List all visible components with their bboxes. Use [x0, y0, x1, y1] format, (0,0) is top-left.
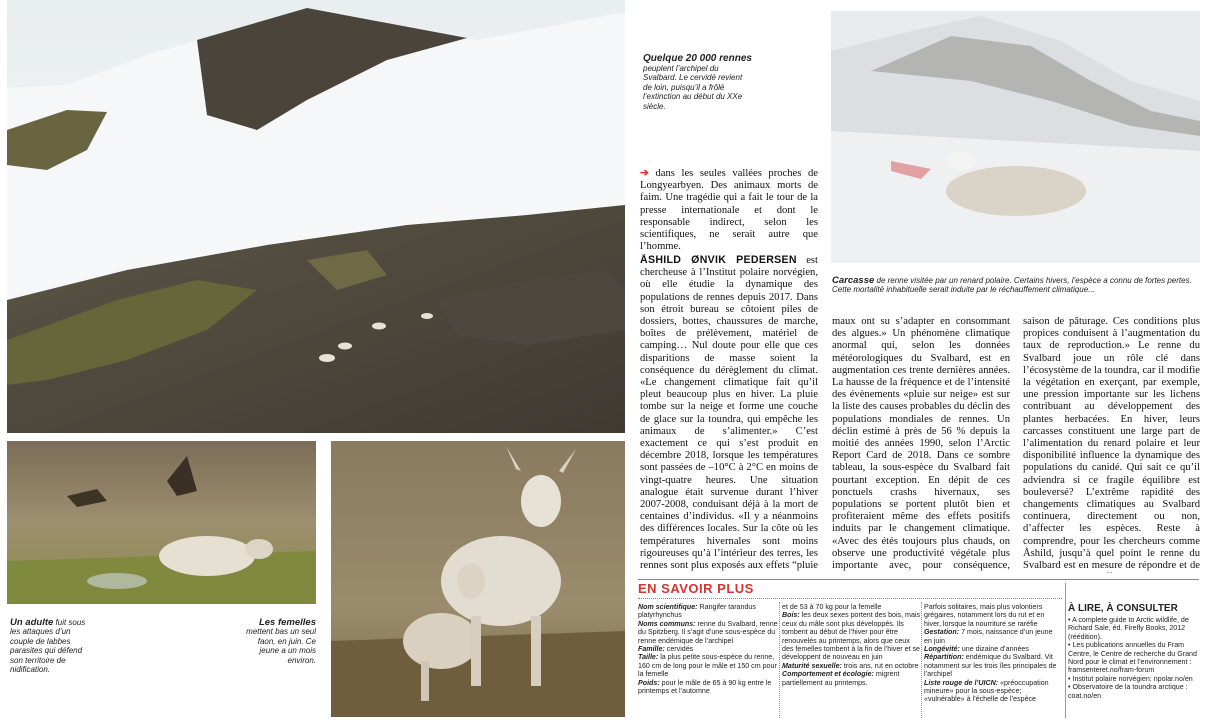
fact-item: Gestation: 7 mois, naissance d’un jeune en juin: [924, 628, 1053, 645]
read-item: • A complete guide to Arctic wildlife, de Richard Sale, éd. Firefly Books, 2012 (réédition).: [1068, 616, 1189, 641]
caption-main: [643, 53, 753, 111]
fact-item: Maturité sexuelle: trois ans, rut en octobre: [782, 661, 919, 670]
read-box: [1068, 603, 1199, 700]
fact-item: Poids: pour le mâle de 65 à 90 kg entre le printemps et l’automne: [638, 678, 772, 696]
caption-main-title: Quelque 20 000 rennes: [643, 53, 752, 64]
fact-item: et de 53 à 70 kg pour la femelle: [782, 603, 882, 611]
caption-adult-title: Un adulte: [10, 617, 54, 628]
caption-females-text: mettent bas un seul faon, en juin. Ce jeune a un mois environ.: [246, 627, 316, 665]
fact-item: Taille: la plus petite sous-espèce du renne, 160 cm de long pour le mâle et 150 cm pour la femelle: [638, 653, 777, 679]
caption-adult: [10, 618, 90, 674]
fact-item: Noms communs: renne du Svalbard, renne du Spitzberg. Il s’agit d’une sous-espèce du renne endémique de l’archipel: [638, 619, 778, 645]
box-title: EN SAVOIR PLUS: [638, 581, 754, 596]
caption-females-title: Les femelles: [258, 617, 316, 628]
photo-snowy-slope: [7, 0, 625, 433]
arrow-icon: ➔: [640, 168, 649, 179]
fact-item: Famille: cervidés: [638, 645, 694, 654]
box-rule: [638, 579, 1199, 580]
box-col-3: [924, 603, 1062, 704]
fact-item: Parfois solitaires, mais plus volontiers grégaires, notamment lors du rut et en hiver, lorsque la nourriture se raréfie: [924, 603, 1045, 628]
read-title: À LIRE, À CONSULTER: [1068, 603, 1178, 614]
box-col-1: [638, 603, 778, 695]
caption-carcass-text: de renne visitée par un renard polaire. Certains hivers, l’espèce a connu de fortes pertes. Cette mortalité inhabituelle serait induite par le réchauffement climatique...: [832, 276, 1192, 295]
article-intro: [640, 168, 818, 253]
article-intro-text: dans les seules vallées proches de Longyearbyen. Des animaux morts de faim. Une tragédie qui a fait le tour de la presse internationale et dont le responsable indirect, selon les scientifiques, ne serait autre que l’homme.: [640, 168, 818, 253]
read-item: • Institut polaire norvégien: npolar.no/en: [1068, 674, 1193, 683]
article-lead-name: ÅSHILD ØNVIK PEDERSEN: [640, 254, 797, 266]
box-col-2: [782, 603, 920, 687]
article-col-2: [832, 316, 1010, 573]
caption-carcass-title: Carcasse: [832, 275, 875, 286]
photo-female-calf: [331, 441, 625, 717]
read-item: • Observatoire de la toundra arctique : coat.no/en: [1068, 683, 1188, 700]
box-rule-dotted: [638, 598, 1062, 599]
box-divider-2: [921, 602, 922, 718]
article-col-2-text: maux ont su s’adapter en consommant des algues.» Un phénomène climatique anormal qui, selon les données météorologiques du Svalbard, est en augmentation ces trente dernières années. La hausse de la fréquence et de l’intensité des évènements «pluie sur neige» est sur la liste des causes probables du déclin des populations mondiales de rennes. Un déclin estimé à près de 56 % depuis la moitié des années 1990, selon l’Arctic Report Card de 2018. Dans ce sombre tableau, la sous-espèce du Svalbard fait pourtant exception. En dépit de ces ponctuels crashs hivernaux, ses populations se portent plutôt bien et profiteraient même des effets positifs induits par le changement climatique. «Avec des étés toujours plus chauds, on observe une productivité végétale plus importante avec, pour conséquence,: [832, 316, 1010, 572]
article-col-3: [1023, 316, 1200, 573]
article-col-1: [640, 254, 818, 572]
fact-item: Liste rouge de l’UICN: «préoccupation mineure» pour la sous-espèce; «vulnérable» à l’échelle de l’espèce: [924, 678, 1049, 704]
article-col-3-text: saison de pâturage. Ces conditions plus propices conduisent à l’augmentation du taux de reproduction.» Le renne du Svalbard joue un rôle clé dans l’écosystème de la toundra, car il modifie la végétation en exerçant, par exemple, une pression importante sur les lichens contribuant au développement des plantes herbacées. En hiver, leurs carcasses constituent une large part de l’alimentation du renard polaire et leur disponibilité influence la dynamique des populations du canidé. Qui sait ce qu’il adviendra si ce fragile équilibre est bouleversé? L’extrême rapidité des changements climatiques au Svalbard continuera, directement ou non, d’affecter les espèces. Reste à comprendre, pour les chercheurs comme Åshild, jusqu’à quel point le renne du Svalbard est en mesure de répondre et de: [1023, 316, 1200, 572]
read-item: • Les publications annuelles du Fram Centre, le Centre de recherche du Grand Nord pour le climat et l’environnement : framsenteret.no/fram-forum: [1068, 641, 1197, 675]
photo-adult-skuas: [7, 441, 316, 604]
box-divider-3: [1065, 583, 1066, 718]
fact-item: Comportement et écologie: migrent partiellement au printemps.: [782, 670, 900, 687]
caption-females: [240, 618, 316, 665]
fact-item: Répartition: endémique du Svalbard. Vit notamment sur les trois îles principales de l’archipel: [924, 653, 1057, 679]
caption-adult-text: fuit sous les attaques d’un couple de labbes parasites qui défend son territoire de nidification.: [10, 618, 86, 675]
fact-item: Longévité: une dizaine d’années: [924, 645, 1029, 654]
photo-carcass: [831, 11, 1200, 263]
caption-main-text: peuplent l’archipel du Svalbard. Le cervidé revient de loin, puisqu’il a frôlé l’extinction au début du XXe siècle.: [643, 64, 743, 111]
fact-item: Nom scientifique: Rangifer tarandus platyrhynchus: [638, 603, 756, 620]
box-divider-1: [779, 602, 780, 718]
caption-carcass: [832, 276, 1200, 295]
fact-item: Bois: les deux sexes portent des bois, mais ceux du mâle sont plus développés. Ils tombent au début de l’hiver pour être renouvelés au printemps, alors que ceux des femelles tombent à la fin de l’hiver et se développent de nouveau en juin: [782, 611, 921, 662]
article-col-1-text: est chercheuse à l’Institut polaire norvégien, où elle étudie la dynamique des populations de rennes depuis 2017. Dans son étroit bureau se côtoient piles de dossiers, bottes, chaussures de marche, boîtes de prélèvement, matériel de camping… Nul doute pour elle que ces disparitions de masse soient la conséquence du dérèglement du climat. «Le changement climatique fait qu’il pleut beaucoup plus en hiver. La pluie tombe sur la neige et forme une couche de glace sur la toundra, qui empêche les animaux de s’alimenter.» C’est exactement ce qui s’est produit en décembre 2018, lorsque les températures sont passées de –10°C à 2°C en moins de vingt-quatre heures. Une situation analogue était survenue durant l’hiver 2007-2008, conduisant déjà à la mort de centaines d’individus. «Il y a néanmoins des différences locales. Sur la côte où les températures hivernales sont moins rigoureuses qu’à l’intérieur des terres, les rennes sont plus exposés aux effets “pluie: [640, 255, 818, 572]
